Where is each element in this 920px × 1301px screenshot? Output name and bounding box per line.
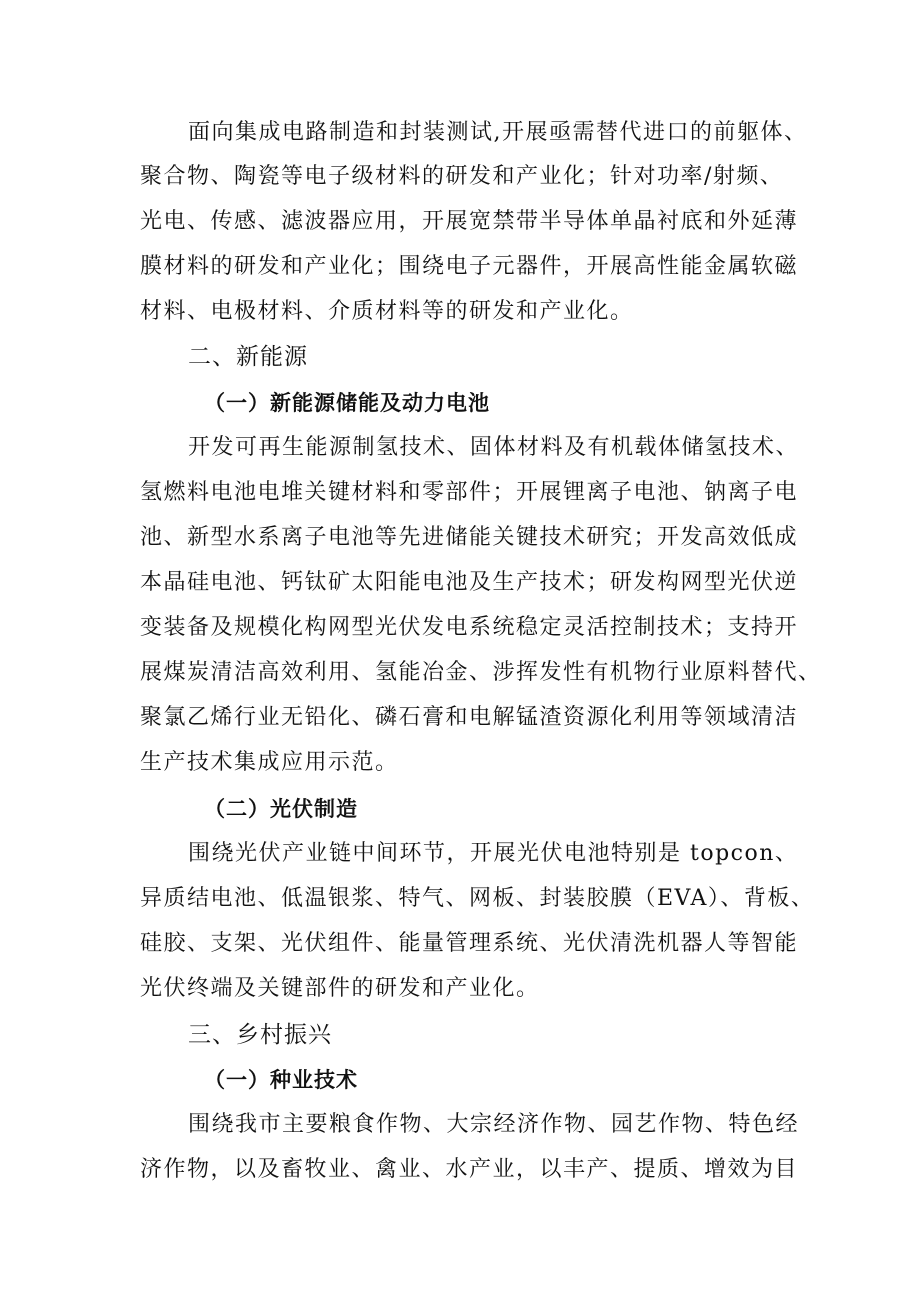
paragraph-line: 面向集成电路制造和封装测试,开展亟需替代进口的前躯体、 [188, 120, 808, 145]
paragraph-line: 材料、电极材料、介质材料等的研发和产业化。 [140, 299, 634, 324]
paragraph-line: 膜材料的研发和产业化；围绕电子元器件，开展高性能金属软磁 [140, 254, 799, 279]
paragraph-line: 变装备及规模化构网型光伏发电系统稳定灵活控制技术；支持开 [140, 615, 799, 640]
section-heading: 三、乡村振兴 [188, 1022, 332, 1048]
paragraph-line: 展煤炭清洁高效利用、氢能冶金、涉挥发性有机物行业原料替代、 [140, 660, 822, 685]
paragraph-line: 围绕我市主要粮食作物、大宗经济作物、园艺作物、特色经 [188, 1112, 800, 1137]
paragraph-line: 异质结电池、低温银浆、特气、网板、封装胶膜（EVA）、背板、 [140, 886, 815, 911]
paragraph-line: 池、新型水系离子电池等先进储能关键技术研究；开发高效低成 [140, 525, 799, 550]
subsection-heading: （一）新能源储能及动力电池 [204, 391, 490, 415]
paragraph-line: 光电、传感、滤波器应用，开展宽禁带半导体单晶衬底和外延薄 [140, 209, 799, 234]
paragraph-line: 氢燃料电池电堆关键材料和零部件；开展锂离子电池、钠离子电 [140, 480, 799, 505]
paragraph-line: 开发可再生能源制氢技术、固体材料及有机载体储氢技术、 [188, 435, 800, 460]
paragraph-line: 围绕光伏产业链中间环节，开展光伏电池特别是 topcon、 [188, 841, 799, 866]
subsection-heading: （一）种业技术 [204, 1068, 358, 1092]
paragraph-line: 聚合物、陶瓷等电子级材料的研发和产业化；针对功率/射频、 [140, 164, 784, 189]
paragraph-line: 硅胶、支架、光伏组件、能量管理系统、光伏清洗机器人等智能 [140, 931, 799, 956]
paragraph-line: 光伏终端及关键部件的研发和产业化。 [140, 976, 540, 1001]
paragraph-line: 聚氯乙烯行业无铅化、磷石膏和电解锰渣资源化利用等领域清洁 [140, 705, 799, 730]
paragraph-line: 本晶硅电池、钙钛矿太阳能电池及生产技术；研发构网型光伏逆 [140, 570, 799, 595]
section-heading: 二、新能源 [188, 344, 308, 370]
paragraph-line: 生产技术集成应用示范。 [140, 750, 399, 775]
subsection-heading: （二）光伏制造 [204, 797, 358, 821]
paragraph-line: 济作物，以及畜牧业、禽业、水产业，以丰产、提质、增效为目 [140, 1157, 799, 1182]
